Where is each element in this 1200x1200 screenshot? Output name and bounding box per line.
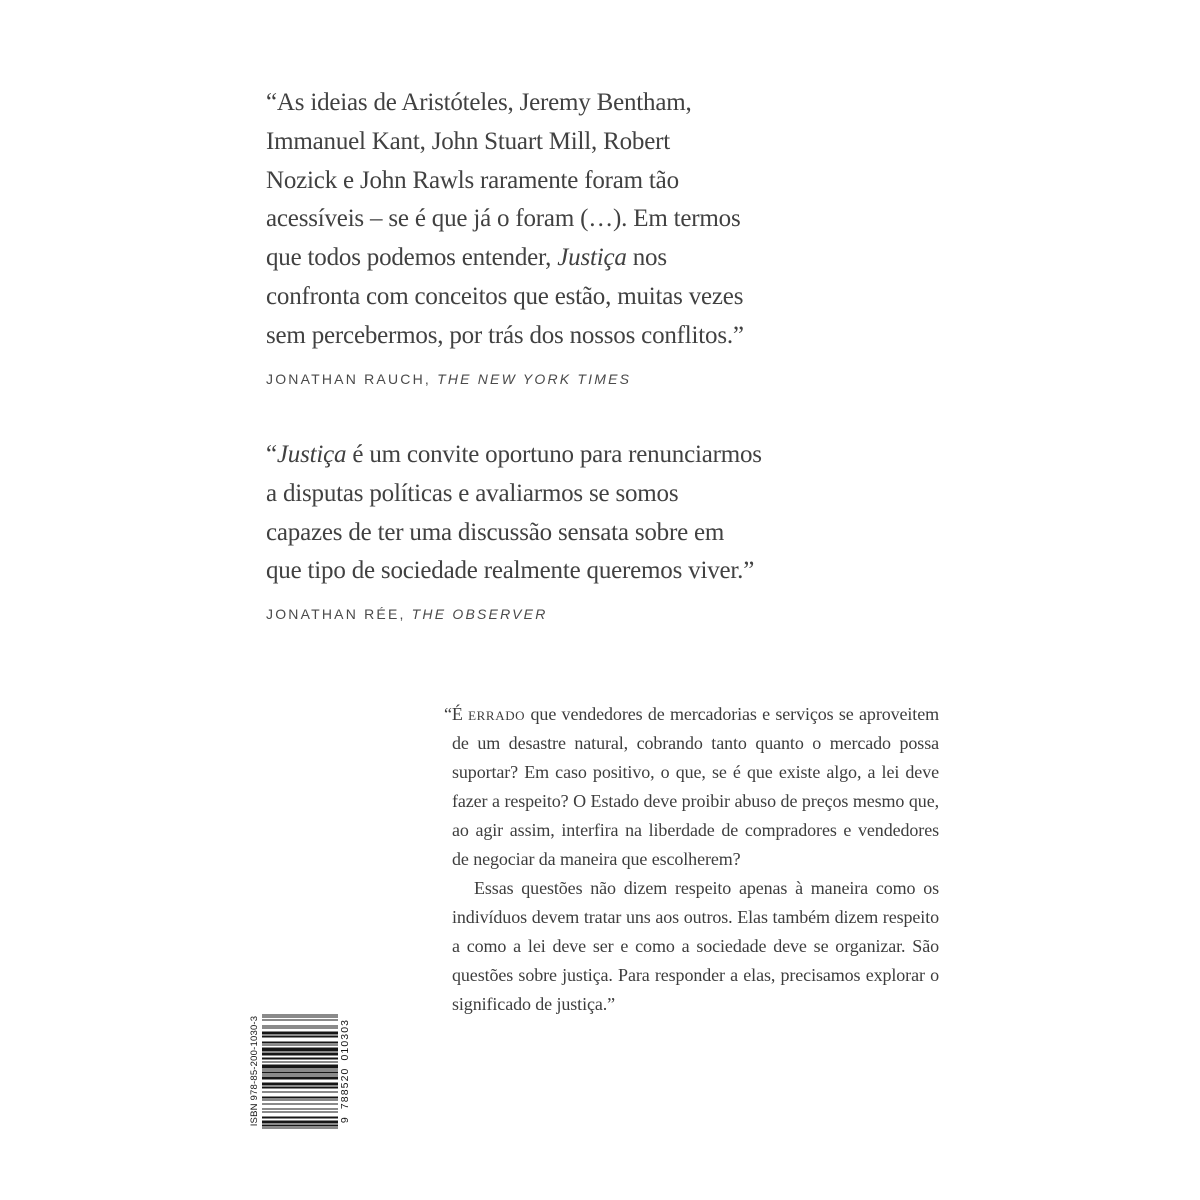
barcode-rotated-body (248, 1013, 352, 1128)
press-quote-attribution-observer: JONATHAN RÉE, THE OBSERVER (266, 606, 548, 623)
press-quote-observer (266, 436, 762, 623)
excerpt-paragraph: “É errado que vendedores de mercadorias e serviços se aproveitem de um desastre natural, cobrando tanto quanto o mercado possa suportar? Em caso positivo, o que, se é que existe algo, a lei deve fazer a respeito? O Estado deve proibir abuso de preços mesmo que, ao agir assim, interfira na liberdade de compradores e vendedores de negociar da maneira que escolherem? (444, 704, 939, 869)
barcode-number: 9 788520 010303 (339, 1018, 351, 1123)
book-excerpt-block (444, 700, 939, 1019)
quote-line: acessíveis – se é que já o foram (…). Em termos (266, 205, 741, 233)
quote-line: Immanuel Kant, John Stuart Mill, Robert (266, 127, 670, 155)
quote-line: que todos podemos entender, Justiça nos (266, 244, 667, 272)
press-quote-attribution-nyt: JONATHAN RAUCH, THE NEW YORK TIMES (266, 370, 632, 387)
quote-line: a disputas políticas e avaliarmos se somos (266, 479, 679, 507)
quote-line: “Justiça é um convite oportuno para renunciarmos (266, 441, 762, 468)
barcode (248, 1013, 352, 1128)
quote-line: confronta com conceitos que estão, muitas vezes (266, 282, 744, 310)
isbn-label: ISBN 978-85-200-1030-3 (249, 1015, 260, 1126)
quote-line: que tipo de sociedade realmente queremos viver.” (266, 557, 755, 585)
barcode-bars (262, 1013, 338, 1128)
quote-line: capazes de ter uma discussão sensata sobre em (266, 518, 725, 546)
quote-line: Nozick e John Rawls raramente foram tão (266, 166, 679, 194)
quote-line: “As ideias de Aristóteles, Jeremy Bentham, (266, 89, 692, 116)
quote-line: sem percebermos, por trás dos nossos conflitos.” (266, 321, 744, 349)
excerpt-paragraph: Essas questões não dizem respeito apenas à maneira como os indivíduos devem tratar uns aos outros. Elas também dizem respeito a como a lei deve ser e como a sociedade deve se organizar. São questões sobre justiça. Para responder a elas, precisamos explorar o significado de justiça.” (452, 878, 939, 1014)
press-quote-nyt (266, 84, 744, 388)
